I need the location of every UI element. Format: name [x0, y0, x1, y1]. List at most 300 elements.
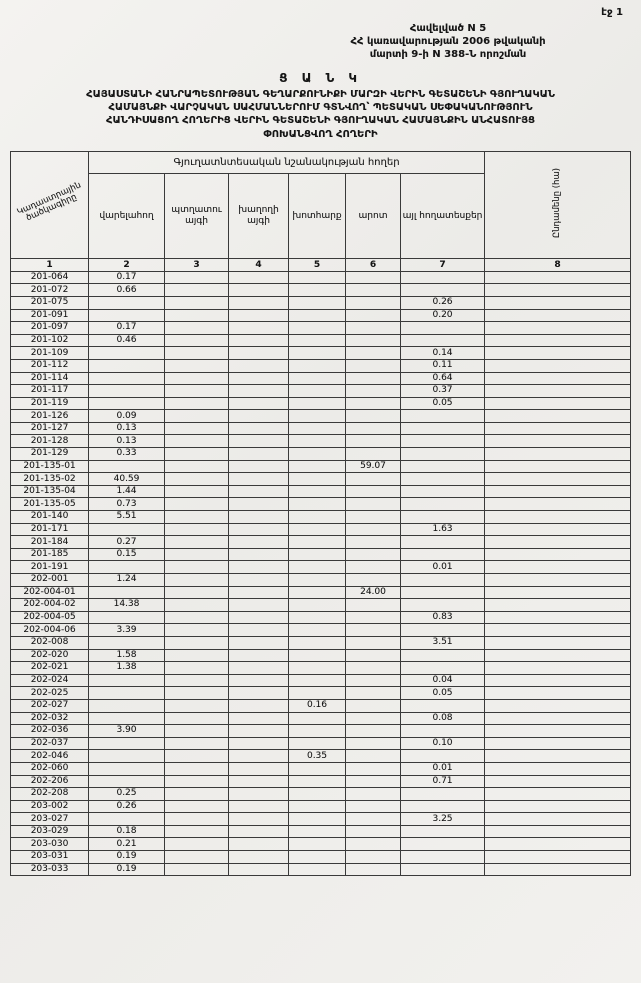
value-cell	[289, 397, 346, 410]
value-cell	[485, 863, 631, 876]
value-cell	[165, 347, 229, 360]
column-number: 1	[11, 258, 89, 271]
value-cell	[229, 725, 289, 738]
value-cell	[165, 334, 229, 347]
table-header	[11, 151, 631, 271]
value-cell	[485, 536, 631, 549]
title-line-1: ՀԱՅԱՍՏԱՆԻ ՀԱՆՐԱՊԵՏՈՒԹՅԱՆ ԳԵՂԱՐՔՈՒՆԻՔԻ ՄԱՐԶԻ ՎԵՐԻՆ ԳԵՏԱՇԵՆԻ ԳՅՈՒՂԱԿԱՆ	[86, 89, 555, 100]
table-row	[11, 775, 631, 788]
value-cell	[289, 523, 346, 536]
value-cell	[346, 813, 401, 826]
value-cell	[229, 309, 289, 322]
value-cell	[346, 498, 401, 511]
value-cell	[289, 498, 346, 511]
cadastral-code-cell: 201-072	[11, 284, 89, 297]
value-cell	[229, 813, 289, 826]
value-cell: 1.58	[89, 649, 165, 662]
value-cell	[346, 662, 401, 675]
value-cell	[289, 460, 346, 473]
value-cell	[165, 536, 229, 549]
value-cell: 0.17	[89, 271, 165, 284]
table-row	[11, 284, 631, 297]
value-cell	[485, 762, 631, 775]
table-row	[11, 762, 631, 775]
value-cell	[229, 825, 289, 838]
value-cell	[165, 699, 229, 712]
value-cell	[346, 372, 401, 385]
column-header: այլ հողատեսքեր	[401, 173, 485, 258]
value-cell	[485, 825, 631, 838]
value-cell: 0.71	[401, 775, 485, 788]
value-cell: 0.18	[89, 825, 165, 838]
table-row	[11, 397, 631, 410]
value-cell: 0.83	[401, 611, 485, 624]
table-row	[11, 473, 631, 486]
column-number: 5	[289, 258, 346, 271]
value-cell	[229, 611, 289, 624]
appendix-block	[283, 22, 613, 61]
table-row	[11, 851, 631, 864]
value-cell: 59.07	[346, 460, 401, 473]
value-cell: 40.59	[89, 473, 165, 486]
value-cell	[165, 485, 229, 498]
value-cell	[229, 699, 289, 712]
value-cell: 0.64	[401, 372, 485, 385]
table-row	[11, 334, 631, 347]
value-cell	[401, 788, 485, 801]
value-cell	[165, 712, 229, 725]
value-cell	[165, 788, 229, 801]
value-cell	[401, 548, 485, 561]
value-cell	[346, 775, 401, 788]
value-cell	[485, 586, 631, 599]
cadastral-code-cell: 202-004-02	[11, 599, 89, 612]
value-cell	[289, 712, 346, 725]
table-row	[11, 460, 631, 473]
value-cell: 0.27	[89, 536, 165, 549]
value-cell: 24.00	[346, 586, 401, 599]
value-cell	[346, 523, 401, 536]
cadastral-code-cell: 201-127	[11, 422, 89, 435]
column-header: վարելահող	[89, 173, 165, 258]
value-cell	[229, 536, 289, 549]
value-cell	[229, 322, 289, 335]
cadastral-code-cell: 201-135-01	[11, 460, 89, 473]
value-cell	[89, 674, 165, 687]
column-number: 7	[401, 258, 485, 271]
value-cell	[289, 611, 346, 624]
cadastral-code-cell: 202-001	[11, 574, 89, 587]
value-cell	[401, 662, 485, 675]
value-cell	[289, 309, 346, 322]
value-cell	[401, 322, 485, 335]
table-row	[11, 372, 631, 385]
value-cell: 0.26	[89, 800, 165, 813]
cadastral-code-cell: 203-002	[11, 800, 89, 813]
table-row	[11, 737, 631, 750]
value-cell	[485, 624, 631, 637]
cadastral-code-cell: 203-027	[11, 813, 89, 826]
value-cell	[229, 523, 289, 536]
value-cell	[165, 775, 229, 788]
value-cell	[165, 825, 229, 838]
value-cell: 0.46	[89, 334, 165, 347]
value-cell: 0.05	[401, 397, 485, 410]
value-cell	[346, 548, 401, 561]
value-cell	[229, 788, 289, 801]
value-cell	[229, 473, 289, 486]
value-cell	[346, 599, 401, 612]
value-cell	[346, 536, 401, 549]
value-cell	[401, 825, 485, 838]
page-number: էջ 1	[601, 7, 623, 18]
value-cell	[229, 448, 289, 461]
cadastral-code-cell: 202-024	[11, 674, 89, 687]
value-cell	[401, 271, 485, 284]
cadastral-code-cell: 201-140	[11, 511, 89, 524]
value-cell	[485, 574, 631, 587]
value-cell	[165, 863, 229, 876]
value-cell: 0.33	[89, 448, 165, 461]
value-cell	[289, 649, 346, 662]
table-row	[11, 624, 631, 637]
value-cell	[401, 410, 485, 423]
value-cell: 0.11	[401, 359, 485, 372]
value-cell	[89, 523, 165, 536]
value-cell	[485, 359, 631, 372]
value-cell	[289, 410, 346, 423]
value-cell	[401, 725, 485, 738]
value-cell	[346, 347, 401, 360]
cadastral-code-cell: 202-021	[11, 662, 89, 675]
value-cell	[346, 271, 401, 284]
cadastral-code-cell: 202-020	[11, 649, 89, 662]
table-row	[11, 523, 631, 536]
value-cell	[165, 296, 229, 309]
value-cell	[346, 699, 401, 712]
table-row	[11, 536, 631, 549]
group-header-row	[11, 151, 631, 173]
table-row	[11, 347, 631, 360]
value-cell	[229, 397, 289, 410]
value-cell	[401, 800, 485, 813]
value-cell	[229, 586, 289, 599]
value-cell: 0.14	[401, 347, 485, 360]
value-cell	[165, 511, 229, 524]
value-cell	[346, 636, 401, 649]
cadastral-code-cell: 202-208	[11, 788, 89, 801]
value-cell: 0.19	[89, 851, 165, 864]
value-cell	[165, 284, 229, 297]
table-row	[11, 674, 631, 687]
value-cell	[229, 435, 289, 448]
column-number: 3	[165, 258, 229, 271]
column-header: խաղողի այգի	[229, 173, 289, 258]
value-cell	[289, 347, 346, 360]
value-cell: 0.01	[401, 762, 485, 775]
cadastral-code-cell: 201-064	[11, 271, 89, 284]
value-cell: 5.51	[89, 511, 165, 524]
value-cell	[485, 284, 631, 297]
value-cell	[289, 674, 346, 687]
cadastral-code-cell: 202-008	[11, 636, 89, 649]
value-cell	[346, 511, 401, 524]
value-cell	[401, 473, 485, 486]
table-row	[11, 611, 631, 624]
value-cell	[229, 762, 289, 775]
value-cell	[89, 359, 165, 372]
value-cell	[346, 737, 401, 750]
table-row	[11, 649, 631, 662]
value-cell	[229, 775, 289, 788]
table-row	[11, 435, 631, 448]
value-cell	[165, 397, 229, 410]
cadastral-code-cell: 201-091	[11, 309, 89, 322]
column-number: 6	[346, 258, 401, 271]
value-cell	[485, 750, 631, 763]
value-cell	[289, 334, 346, 347]
value-cell: 0.20	[401, 309, 485, 322]
cadastral-code-cell: 201-129	[11, 448, 89, 461]
cadastral-code-column-header	[11, 151, 89, 258]
table-row	[11, 586, 631, 599]
cadastral-code-cell: 201-112	[11, 359, 89, 372]
cadastral-code-cell: 202-004-05	[11, 611, 89, 624]
value-cell	[229, 574, 289, 587]
cadastral-code-cell: 203-029	[11, 825, 89, 838]
value-cell	[165, 662, 229, 675]
value-cell	[485, 788, 631, 801]
value-cell	[485, 674, 631, 687]
cadastral-code-cell: 201-114	[11, 372, 89, 385]
value-cell	[229, 712, 289, 725]
value-cell	[485, 838, 631, 851]
cadastral-code-cell: 202-025	[11, 687, 89, 700]
value-cell	[289, 775, 346, 788]
value-cell	[165, 523, 229, 536]
value-cell	[289, 536, 346, 549]
value-cell	[289, 624, 346, 637]
table-row	[11, 699, 631, 712]
value-cell: 0.16	[289, 699, 346, 712]
value-cell	[229, 511, 289, 524]
cadastral-code-cell: 202-046	[11, 750, 89, 763]
value-cell	[401, 838, 485, 851]
value-cell	[165, 460, 229, 473]
document-title: Ց Ա Ն Կ	[279, 71, 362, 85]
value-cell: 1.44	[89, 485, 165, 498]
value-cell	[229, 359, 289, 372]
value-cell	[401, 699, 485, 712]
value-cell	[229, 372, 289, 385]
value-cell	[401, 422, 485, 435]
value-cell	[485, 813, 631, 826]
value-cell	[346, 397, 401, 410]
value-cell: 3.90	[89, 725, 165, 738]
table-row	[11, 750, 631, 763]
value-cell	[346, 725, 401, 738]
value-cell	[289, 359, 346, 372]
cadastral-code-cell: 201-126	[11, 410, 89, 423]
value-cell	[289, 548, 346, 561]
value-cell	[289, 322, 346, 335]
column-number: 4	[229, 258, 289, 271]
value-cell	[401, 435, 485, 448]
value-cell	[165, 309, 229, 322]
cadastral-code-cell: 202-206	[11, 775, 89, 788]
value-cell	[289, 863, 346, 876]
value-cell	[89, 611, 165, 624]
value-cell: 0.10	[401, 737, 485, 750]
value-cell: 0.37	[401, 385, 485, 398]
value-cell: 1.63	[401, 523, 485, 536]
value-cell	[89, 460, 165, 473]
value-cell	[89, 699, 165, 712]
value-cell	[165, 548, 229, 561]
cadastral-code-cell: 201-102	[11, 334, 89, 347]
value-cell	[289, 788, 346, 801]
value-cell	[485, 485, 631, 498]
value-cell	[289, 574, 346, 587]
value-cell	[289, 800, 346, 813]
agricultural-lands-group-header: Գյուղատնտեսական նշանակության հողեր	[89, 151, 485, 173]
value-cell: 0.01	[401, 561, 485, 574]
government-line-1: ՀՀ կառավարության 2006 թվականի	[350, 36, 546, 47]
table-row	[11, 485, 631, 498]
value-cell	[229, 800, 289, 813]
value-cell	[485, 410, 631, 423]
column-number: 8	[485, 258, 631, 271]
value-cell	[289, 296, 346, 309]
value-cell	[485, 712, 631, 725]
cadastral-code-cell: 201-135-02	[11, 473, 89, 486]
value-cell	[165, 561, 229, 574]
value-cell	[346, 359, 401, 372]
value-cell	[229, 422, 289, 435]
value-cell	[289, 636, 346, 649]
value-cell	[289, 762, 346, 775]
value-cell	[485, 473, 631, 486]
value-cell: 0.04	[401, 674, 485, 687]
cadastral-code-cell: 203-030	[11, 838, 89, 851]
value-cell	[346, 410, 401, 423]
value-cell	[165, 586, 229, 599]
value-cell	[289, 422, 346, 435]
value-cell: 0.73	[89, 498, 165, 511]
value-cell	[346, 649, 401, 662]
value-cell	[485, 347, 631, 360]
value-cell	[89, 561, 165, 574]
title-line-4: ՓՈԽԱՆՑՎՈՂ ՀՈՂԵՐԻ	[263, 128, 378, 140]
table-row	[11, 548, 631, 561]
value-cell: 1.38	[89, 662, 165, 675]
cadastral-code-cell: 201-171	[11, 523, 89, 536]
value-cell: 0.19	[89, 863, 165, 876]
value-cell	[165, 624, 229, 637]
value-cell	[89, 737, 165, 750]
value-cell	[229, 271, 289, 284]
value-cell	[289, 511, 346, 524]
value-cell	[289, 687, 346, 700]
value-cell	[485, 611, 631, 624]
value-cell	[346, 624, 401, 637]
value-cell	[401, 485, 485, 498]
value-cell	[229, 863, 289, 876]
value-cell	[165, 359, 229, 372]
value-cell	[229, 599, 289, 612]
table-row	[11, 511, 631, 524]
cadastral-code-label: Կադաստրային ծածկագիրը	[15, 180, 83, 225]
value-cell	[229, 296, 289, 309]
value-cell	[229, 284, 289, 297]
value-cell	[485, 511, 631, 524]
cadastral-code-cell: 201-117	[11, 385, 89, 398]
value-cell	[229, 561, 289, 574]
value-cell: 0.21	[89, 838, 165, 851]
value-cell: 0.13	[89, 422, 165, 435]
value-cell	[165, 498, 229, 511]
table-row	[11, 863, 631, 876]
table-row	[11, 410, 631, 423]
cadastral-code-cell: 201-135-05	[11, 498, 89, 511]
value-cell	[346, 334, 401, 347]
value-cell: 0.17	[89, 322, 165, 335]
table-row	[11, 838, 631, 851]
cadastral-code-cell: 202-004-06	[11, 624, 89, 637]
value-cell	[485, 737, 631, 750]
value-cell	[485, 851, 631, 864]
cadastral-code-cell: 202-036	[11, 725, 89, 738]
value-cell	[346, 284, 401, 297]
table-row	[11, 561, 631, 574]
column-header: պտղատու այգի	[165, 173, 229, 258]
table-row	[11, 825, 631, 838]
value-cell	[346, 687, 401, 700]
value-cell	[485, 397, 631, 410]
value-cell	[229, 737, 289, 750]
value-cell	[229, 674, 289, 687]
table-row	[11, 636, 631, 649]
value-cell	[89, 762, 165, 775]
value-cell	[289, 586, 346, 599]
value-cell	[346, 322, 401, 335]
value-cell: 0.09	[89, 410, 165, 423]
value-cell	[229, 485, 289, 498]
value-cell	[401, 574, 485, 587]
value-cell	[229, 334, 289, 347]
value-cell	[165, 448, 229, 461]
value-cell	[485, 775, 631, 788]
table-row	[11, 725, 631, 738]
value-cell	[401, 851, 485, 864]
value-cell	[165, 473, 229, 486]
value-cell	[165, 599, 229, 612]
value-cell	[401, 460, 485, 473]
table-row	[11, 788, 631, 801]
value-cell	[89, 712, 165, 725]
table-row	[11, 712, 631, 725]
value-cell: 3.25	[401, 813, 485, 826]
value-cell	[89, 296, 165, 309]
value-cell	[289, 561, 346, 574]
value-cell: 0.15	[89, 548, 165, 561]
value-cell	[346, 750, 401, 763]
cadastral-code-cell: 202-060	[11, 762, 89, 775]
value-cell	[346, 309, 401, 322]
value-cell	[289, 435, 346, 448]
value-cell	[229, 687, 289, 700]
value-cell	[485, 271, 631, 284]
